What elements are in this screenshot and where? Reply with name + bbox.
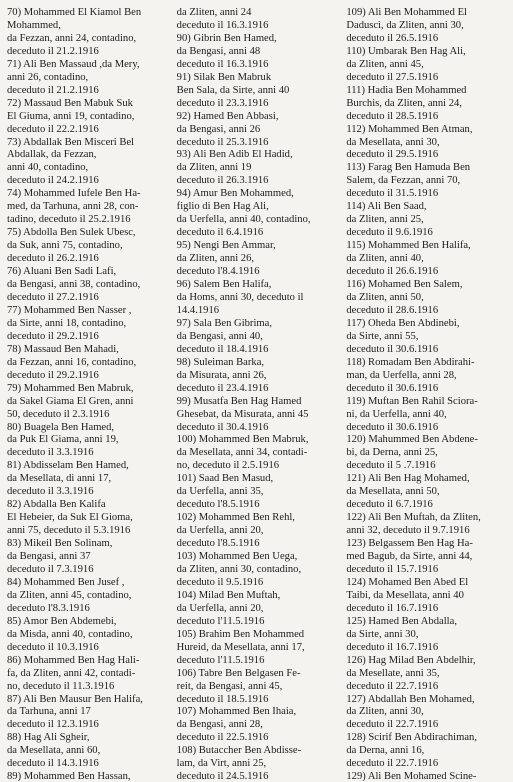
text-line: reit, da Bengasi, anni 45,: [176, 680, 283, 692]
text-line: deceduto il 30.4.1916: [176, 421, 269, 433]
text-line: deceduto il 27.5.1916: [346, 71, 439, 83]
text-line: Taibi, da Mesellata, anni 40: [346, 589, 464, 601]
text-line: deceduto il 30.6.1916: [346, 421, 439, 433]
text-line: deceduto il 26.2.1916: [7, 253, 99, 265]
text-line: 129) Ali Ben Mohamed Scine-: [346, 771, 477, 782]
text-line: da Zliten, anni 19: [176, 162, 252, 174]
text-line: 80) Buagela Ben Hamed,: [7, 421, 115, 433]
text-line: da Uerfella, anni 20,: [176, 525, 264, 537]
text-line: anni 75, deceduto il 5.3.1916: [7, 525, 131, 537]
text-line: deceduto il 22.7.1916: [346, 758, 439, 770]
text-line: da Sirte, anni 18, contadino,: [7, 317, 127, 329]
text-line: 103) Mohammed Ben Uega,: [176, 551, 298, 563]
text-line: da Zliten, anni 45, contadino,: [7, 589, 132, 601]
text-line: da Zliten, anni 26,: [176, 253, 255, 265]
text-line: da Sirte, anni 55,: [346, 330, 419, 342]
text-line: deceduto il 23.4.1916: [176, 382, 269, 394]
text-line: deceduto il 16.3.1916: [176, 58, 269, 70]
text-line: deceduto il 16.7.1916: [346, 641, 439, 653]
text-line: 83) Mikeil Ben Solinam,: [7, 538, 113, 550]
text-line: lam, da Virt, anni 25,: [176, 758, 267, 770]
text-line: deceduto il 22.7.1916: [346, 680, 439, 692]
text-line: deceduto l'8.5.1916: [176, 499, 260, 511]
text-line: deceduto il 7.3.1916: [7, 563, 94, 575]
text-line: da Zliten, anni 45,: [346, 58, 424, 70]
text-line: 123) Belgassem Ben Hag Ha-: [346, 538, 473, 550]
text-line: 90) Gibrin Ben Hamed,: [176, 32, 277, 44]
column-right: [346, 7, 507, 782]
text-line: da Suk, anni 75, contadino,: [7, 240, 123, 252]
text-line: 111) Hadia Ben Mohammed: [346, 84, 467, 96]
text-line: anni 26, contadino,: [7, 71, 89, 83]
text-line: deceduto il 18.5.1916: [176, 693, 269, 705]
text-line: anni 40, contadino,: [7, 162, 89, 174]
text-line: 76) Aluani Ben Sadi Lafi,: [7, 266, 117, 278]
text-line: Mohammed,: [7, 19, 61, 31]
text-line: 85) Amor Ben Abdemebi,: [7, 615, 117, 627]
text-line: 116) Mohamed Ben Salem,: [346, 279, 463, 291]
text-line: da Puk El Giama, anni 19,: [7, 434, 119, 446]
text-line: da Bengasi, anni 28,: [176, 719, 263, 731]
text-line: 128) Scirif Ben Abdirachiman,: [346, 732, 477, 744]
text-line: da Mesellata, anni 34, contadi-: [176, 447, 308, 459]
text-line: 79) Mohammed Ben Mabruk,: [7, 382, 134, 394]
text-line: da Uerfella, anni 35,: [176, 486, 264, 498]
text-line: deceduto il 6.7.1916: [346, 499, 433, 511]
text-line: 101) Saad Ben Masud,: [176, 473, 274, 485]
text-line: figlio di Ben Hag Ali,: [176, 201, 269, 213]
text-line: deceduto il 22.2.1916: [7, 123, 99, 135]
text-line: 112) Mohammed Ben Atman,: [346, 123, 473, 135]
text-line: 95) Nengi Ben Ammar,: [176, 240, 276, 252]
text-line: deceduto il 31.5.1916: [346, 188, 439, 200]
text-line: deceduto il 24.2.1916: [7, 175, 99, 187]
text-line: 97) Sala Ben Gibrima,: [176, 317, 272, 329]
column-middle: [177, 7, 338, 782]
text-line: fa, da Zliten, anni 42, contadi-: [7, 667, 136, 679]
text-line: deceduto il 14.3.1916: [7, 758, 99, 770]
text-line: 127) Abdallah Ben Mohamed,: [346, 693, 475, 705]
text-line: da Zliten, anni 24: [176, 7, 252, 18]
text-line: 96) Salem Ben Halifa,: [176, 279, 272, 291]
text-line: deceduto il 23.3.1916: [176, 97, 269, 109]
text-line: deceduto il 3.3.1916: [7, 486, 94, 498]
text-line: da Bengasi, anni 37: [7, 551, 91, 563]
text-line: 75) Abdolla Ben Sulek Ubesc,: [7, 227, 136, 239]
text-line: da Fezzan, anni 16, contadino,: [7, 356, 137, 368]
text-line: deceduto il 22.5.1916: [176, 732, 269, 744]
text-line: Hureid, da Mesellata, anni 17,: [176, 641, 305, 653]
text-line: deceduto il 29.2.1916: [7, 330, 99, 342]
text-line: deceduto il 9.6.1916: [346, 227, 433, 239]
text-line: deceduto il 12.3.1916: [7, 719, 99, 731]
text-line: da Zliten, anni 25,: [346, 214, 424, 226]
text-line: deceduto il 15.7.1916: [346, 563, 439, 575]
text-line: 107) Mohammed Ben Ihaia,: [176, 706, 297, 718]
text-line: deceduto il 16.3.1916: [176, 19, 269, 31]
text-line: El Hebeier, da Suk El Gioma,: [7, 512, 133, 524]
text-line: 94) Amur Ben Mohammed,: [176, 188, 294, 200]
text-line: deceduto l'8.5.1916: [176, 538, 260, 550]
text-line: da Sakel Giama El Gren, anni: [7, 395, 134, 407]
text-line: Salem, da Fezzan, anni 70,: [346, 175, 461, 187]
text-line: da Uerfella, anni 40, contadino,: [176, 214, 311, 226]
text-line: da Mesellata, anni 50,: [346, 486, 440, 498]
text-line: 117) Oheda Ben Abdinebi,: [346, 317, 460, 329]
text-line: deceduto il 29.5.1916: [346, 149, 439, 161]
text-columns: [7, 7, 507, 782]
text-line: bi, da Derna, anni 25,: [346, 447, 438, 459]
text-line: Daduscì, da Zliten, anni 30,: [346, 19, 464, 31]
text-line: El Giuma, anni 19, contadino,: [7, 110, 135, 122]
text-line: 92) Hamed Ben Abbasi,: [176, 110, 279, 122]
text-line: 89) Mohammed Ben Hassan,: [7, 771, 131, 782]
text-line: 118) Romadam Ben Abdirahi-: [346, 356, 475, 368]
text-line: da Bengasi, anni 48: [176, 45, 261, 57]
text-line: deceduto il 30.6.1916: [346, 343, 439, 355]
text-line: deceduto l'8.3.1916: [7, 602, 90, 614]
text-line: Abdallak, da Fezzan,: [7, 149, 97, 161]
text-line: da Zliten, anni 30,: [346, 706, 424, 718]
text-line: 81) Abdisselam Ben Hamed,: [7, 460, 129, 472]
text-line: man, da Uerfella, anni 28,: [346, 369, 457, 381]
text-line: 74) Mohammed Iufele Ben Ha-: [7, 188, 141, 200]
text-line: 71) Ali Ben Massaud ,da Mery,: [7, 58, 140, 70]
text-line: da Sirte, anni 30,: [346, 628, 419, 640]
text-line: 50, deceduto il 2.3.1916: [7, 408, 110, 420]
text-line: da Zliten, anni 50,: [346, 291, 424, 303]
text-line: Ghesebat, da Misurata, anni 45: [176, 408, 309, 420]
text-line: 93) Ali Ben Adib El Hadid,: [176, 149, 293, 161]
text-line: da Zliten, anni 40,: [346, 253, 424, 265]
text-line: tadino, deceduto il 25.2.1916: [7, 214, 131, 226]
text-line: 119) Muftan Ben Rahil Sciora-: [346, 395, 478, 407]
text-line: Ben Sala, da Sirte, anni 40: [176, 84, 290, 96]
text-line: deceduto il 28.5.1916: [346, 110, 439, 122]
text-line: deceduto il 10.3.1916: [7, 641, 99, 653]
text-line: 73) Abdallak Ben Misceri Bel: [7, 136, 135, 148]
text-line: deceduto il 6.4.1916: [176, 227, 264, 239]
text-line: deceduto il 21.2.1916: [7, 45, 99, 57]
text-line: deceduto il 27.2.1916: [7, 291, 99, 303]
text-line: med, da Tarhuna, anni 28, con-: [7, 201, 139, 213]
text-line: da Misurata, anni 26,: [176, 369, 267, 381]
text-line: da Uerfella, anni 20,: [176, 602, 264, 614]
text-line: da Derna, anni 16,: [346, 745, 425, 757]
text-line: 82) Abdalla Ben Kalifa: [7, 499, 106, 511]
text-line: 86) Mohammed Ben Hag Hali-: [7, 654, 140, 666]
text-line: deceduto il 30.6.1916: [346, 382, 439, 394]
text-line: 122) Ali Ben Muftah, da Zliten,: [346, 512, 481, 524]
text-line: deceduto il 5 .7.1916: [346, 460, 436, 472]
text-line: da Mesellata, di anni 17,: [7, 473, 112, 485]
text-line: 109) Ali Ben Mohammed El: [346, 7, 467, 18]
text-line: deceduto l'11.5.1916: [176, 654, 265, 666]
text-line: Burchis, da Zliten, anni 24,: [346, 97, 462, 109]
text-line: da Misda, anni 40, contadino,: [7, 628, 133, 640]
text-line: 14.4.1916: [176, 304, 220, 316]
text-line: 108) Butaccher Ben Abdisse-: [176, 745, 302, 757]
text-line: 72) Massaud Ben Mabuk Suk: [7, 97, 133, 109]
text-line: 120) Mahummed Ben Abdene-: [346, 434, 478, 446]
text-line: no, deceduto il 11.3.1916: [7, 680, 115, 692]
text-line: deceduto il 3.3.1916: [7, 447, 94, 459]
text-line: 87) Ali Ben Mausur Ben Halifa,: [7, 693, 143, 705]
text-line: deceduto il 22.7.1916: [346, 719, 439, 731]
text-line: 84) Mohammed Ben Jusef ,: [7, 576, 125, 588]
text-line: 126) Hag Milad Ben Abdelhir,: [346, 654, 476, 666]
text-line: deceduto l'11.5.1916: [176, 615, 265, 627]
text-line: 125) Hamed Ben Abdalla,: [346, 615, 457, 627]
text-line: da Homs, anni 30, deceduto il: [176, 291, 304, 303]
text-line: deceduto il 26.6.1916: [346, 266, 439, 278]
text-line: anni 32, deceduto il 9.7.1916: [346, 525, 470, 537]
text-line: 121) Ali Ben Hag Mohamed,: [346, 473, 470, 485]
text-line: 113) Farag Ben Hamuda Ben: [346, 162, 471, 174]
text-line: deceduto il 25.3.1916: [176, 136, 269, 148]
text-line: deceduto il 16.7.1916: [346, 602, 439, 614]
text-line: da Bengasi, anni 40,: [176, 330, 263, 342]
text-line: da Tarhuna, anni 17: [7, 706, 91, 718]
text-line: 91) Silak Ben Mabruk: [176, 71, 272, 83]
text-line: 102) Mohammed Ben Rehl,: [176, 512, 295, 524]
text-line: ni, da Uerfella, anni 40,: [346, 408, 447, 420]
text-line: da Zliten, anni 30, contadino,: [176, 563, 302, 575]
text-line: deceduto il 18.4.1916: [176, 343, 269, 355]
text-line: 110) Umbarak Ben Hag Ali,: [346, 45, 466, 57]
text-line: deceduto il 29.2.1916: [7, 369, 99, 381]
text-line: deceduto il 24.5.1916: [176, 771, 269, 782]
text-line: da Bengasi, anni 38, contadino,: [7, 279, 141, 291]
text-line: 106) Tabre Ben Belgasen Fe-: [176, 667, 301, 679]
text-line: 99) Musatfa Ben Hag Hamed: [176, 395, 302, 407]
text-line: deceduto il 28.6.1916: [346, 304, 439, 316]
text-line: da Mesellata, anni 60,: [7, 745, 101, 757]
text-line: da Mesellata, anni 30,: [346, 136, 440, 148]
text-line: med Bagub, da Sirte, anni 44,: [346, 551, 473, 563]
text-line: 115) Mohammed Ben Halifa,: [346, 240, 471, 252]
text-line: 88) Hag Ali Sgheir,: [7, 732, 90, 744]
text-line: 77) Mohammed Ben Nasser ,: [7, 304, 132, 316]
text-line: no, deceduto il 2.5.1916: [176, 460, 280, 472]
text-line: 78) Massaud Ben Mahadi,: [7, 343, 119, 355]
text-line: 100) Mohammed Ben Mabruk,: [176, 434, 309, 446]
text-line: deceduto il 26.5.1916: [346, 32, 439, 44]
text-line: da Fezzan, anni 24, contadino,: [7, 32, 137, 44]
text-line: deceduto il 26.3.1916: [176, 175, 269, 187]
text-line: deceduto il 9.5.1916: [176, 576, 264, 588]
text-line: deceduto l'8.4.1916: [176, 266, 260, 278]
text-line: 124) Mohamed Ben Abed El: [346, 576, 469, 588]
text-line: 105) Brahim Ben Mohammed: [176, 628, 305, 640]
text-line: deceduto il 21.2.1916: [7, 84, 99, 96]
column-left: [7, 7, 168, 782]
text-line: 98) Suleiman Barka,: [176, 356, 265, 368]
text-line: 104) Milad Ben Muftah,: [176, 589, 281, 601]
text-line: da Mesellate, anni 35,: [346, 667, 440, 679]
text-line: 114) Ali Ben Saad,: [346, 201, 427, 213]
text-line: da Bengasi, anni 26: [176, 123, 261, 135]
text-line: 70) Mohammed El Kiamol Ben: [7, 7, 142, 18]
